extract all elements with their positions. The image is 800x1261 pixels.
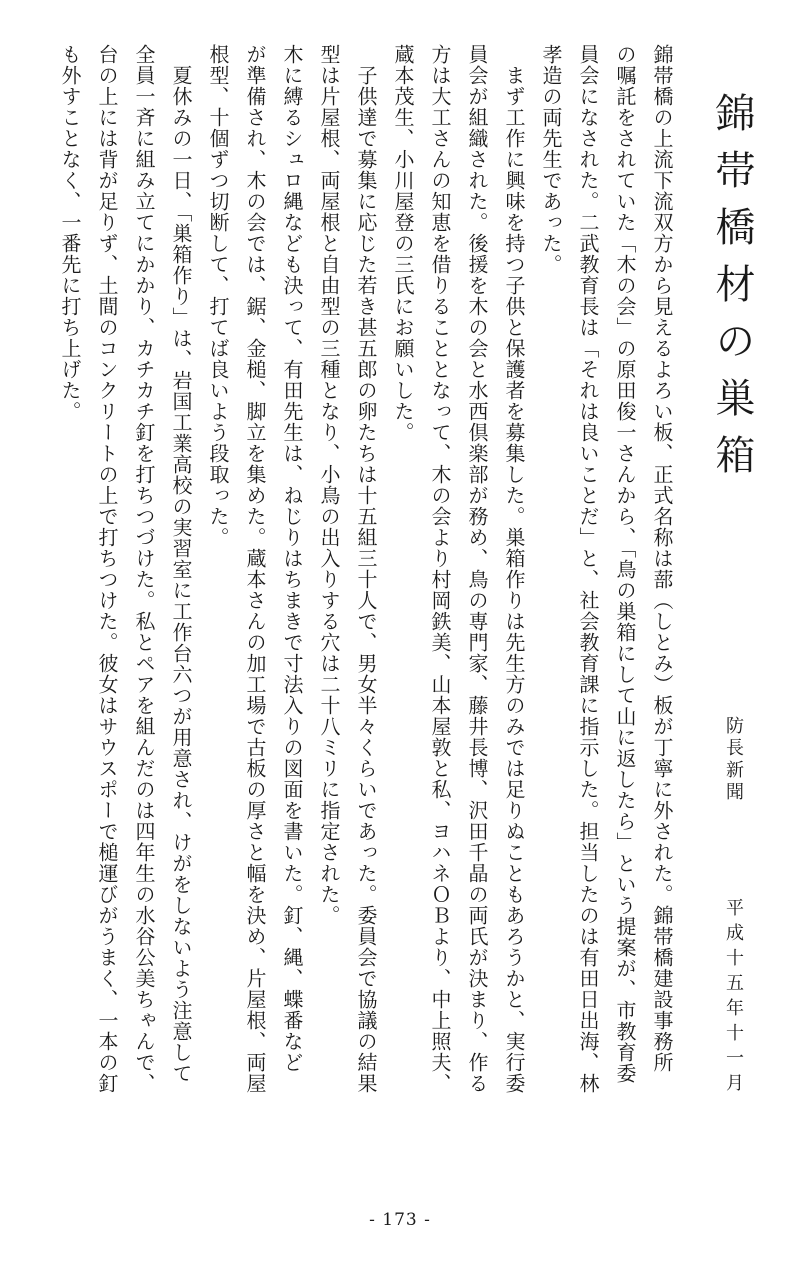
body-column: 方は大工さんの知恵を借りることとなって、木の会より村岡鉄美、山本屋敦と私、ヨハネＯＢより、中上照夫、 [428, 44, 452, 1094]
article-body [51, 44, 680, 1194]
body-column: も外すことなく、一番先に打ち上げた。 [58, 44, 82, 422]
body-column: 錦帯橋の上流下流双方から見えるよろい板、正式名称は蔀（しとみ）板が丁寧に外された。錦帯橋建設事務所 [650, 44, 674, 1073]
article-title: 錦帯橋材の巣箱 [709, 92, 755, 491]
body-column: 夏休みの一日、「巣箱作り」は、岩国工業高校の実習室に工作台六つが用意され、けがをしないよう注意して [169, 44, 193, 1084]
body-column: まず工作に興味を持つ子供と保護者を募集した。巣箱作りは先生方のみでは足りぬこともあろうかと、実行委 [502, 44, 526, 1094]
body-column: 孝造の両先生であった。 [539, 44, 563, 275]
body-column: 蔵本茂生、小川屋登の三氏にお願いした。 [391, 44, 415, 443]
body-column: 木に縛るシュロ縄なども決って、有田先生は、ねじりはちまきで寸法入りの図面を書いた。釘、縄、蝶番など [280, 44, 304, 1073]
page-number: - 173 - [369, 1210, 431, 1230]
article-source: 防長新聞 [723, 716, 744, 804]
body-column: 台の上には背が足りず、土間のコンクリートの上で打ちつけた。彼女はサウスポーで槌運びがうまく、一本の釘 [95, 44, 119, 1094]
body-column: が準備され、木の会では、鋸、金槌、脚立を集めた。蔵本さんの加工場で古板の厚さと幅を決め、片屋根、両屋 [243, 44, 267, 1094]
body-column: 根型、十個ずつ切断して、打てば良いよう段取った。 [206, 44, 230, 548]
body-column: 員会が組織された。後援を木の会と水西倶楽部が務め、鳥の専門家、藤井長博、沢田千晶の両氏が決まり、作る [465, 44, 489, 1094]
body-column: 員会になされた。二武教育長は「それは良いことだ」と、社会教育課に指示した。担当したのは有田日出海、林 [576, 44, 600, 1094]
body-column: 型は片屋根、両屋根と自由型の三種となり、小鳥の出入りする穴は二十八ミリに指定された。 [317, 44, 341, 926]
body-column: 子供達で募集に応じた若き甚五郎の卵たちは十五組三十人で、男女半々くらいであった。委員会で協議の結果 [354, 44, 378, 1094]
body-column: の嘱託をされていた「木の会」の原田俊一さんから、「鳥の巣箱にして山に返したら」という提案が、市教育委 [613, 44, 637, 1084]
body-column: 全員一斉に組み立てにかかり、カチカチ釘を打ちつづけた。私とペアを組んだのは四年生の水谷公美ちゃんで、 [132, 44, 156, 1094]
article-date: 平成十五年十一月 [723, 898, 744, 1098]
